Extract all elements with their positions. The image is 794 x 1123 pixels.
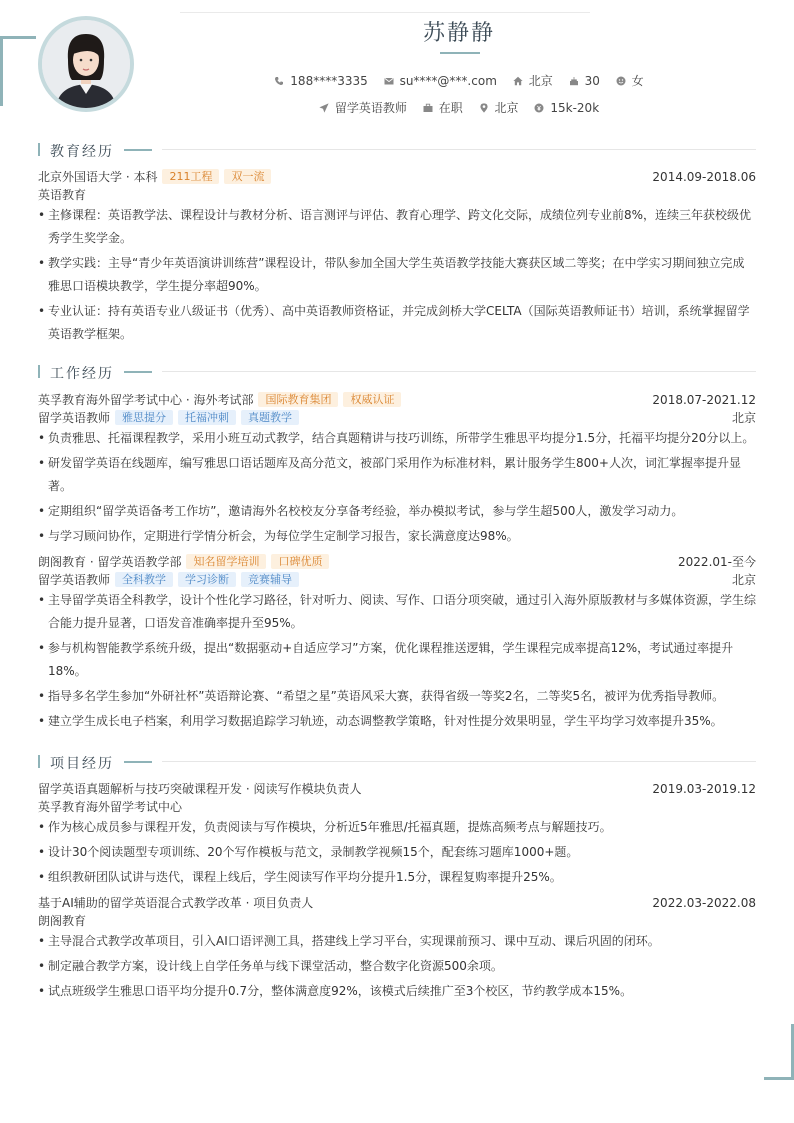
section-title-project (38, 753, 756, 771)
role-tag: 托福冲刺 (178, 410, 236, 425)
project-bullets (38, 930, 756, 1003)
send-icon (319, 103, 329, 113)
school-tag: 双一流 (224, 169, 271, 184)
work-role-row (38, 409, 756, 427)
salary-icon (534, 103, 544, 113)
work-bullets (38, 427, 756, 548)
work-entry-2 (38, 553, 756, 735)
project-org: 朗阁教育 (38, 914, 87, 928)
role-tag: 竞赛辅导 (241, 572, 299, 587)
company-name: 英孚教育海外留学考试中心 · 海外考试部 (38, 393, 254, 407)
role-tag: 学习诊断 (178, 572, 236, 587)
residence-text: 北京 (528, 74, 553, 88)
gender-icon (616, 76, 626, 86)
school-tag: 211工程 (162, 169, 219, 184)
work-bullets (38, 589, 756, 733)
work-header (38, 553, 756, 571)
corner-decoration-bottom-right (764, 1024, 794, 1080)
role-tag: 雅思提分 (115, 410, 173, 425)
list-item: • 指导多名学生参加“外研社杯”英语辩论赛、“希望之星”英语风采大赛，获得省级一等奖2名，二等奖5名，被评为优秀指导教师。 (38, 685, 756, 708)
project-org: 英孚教育海外留学考试中心 (38, 800, 183, 814)
contact-residence (513, 72, 553, 89)
section-title-text: 工作经历 (50, 366, 114, 382)
location-icon (479, 103, 489, 113)
list-item: • 参与机构智能教学系统升级，提出“数据驱动+自适应学习”方案，优化课程推送逻辑，学生课程完成率提高12%，考试通过率提升18%。 (38, 637, 756, 683)
contact-email (384, 74, 497, 88)
company-tag: 口碑优质 (271, 554, 329, 569)
contact-gender (616, 72, 644, 89)
section-title-text: 项目经历 (50, 756, 114, 772)
list-item: • 与学习顾问协作，定期进行学情分析会，为每位学生定制学习报告，家长满意度达98%。 (38, 525, 756, 548)
intent-salary-text: 15k-20k (550, 101, 600, 115)
project-header (38, 894, 756, 912)
education-bullets (38, 204, 756, 346)
project-title: 基于AI辅助的留学英语混合式教学改革 · 项目负责人 (38, 896, 314, 910)
work-date: 2018.07-2021.12 (652, 393, 756, 407)
mail-icon (384, 76, 394, 86)
role-tag: 真题教学 (241, 410, 299, 425)
name-underline (440, 52, 480, 54)
gender-text: 女 (631, 74, 644, 88)
intent-status (423, 99, 463, 116)
section-title-education (38, 141, 756, 159)
project-entry-1 (38, 780, 756, 891)
phone-text: 188****3335 (290, 74, 368, 88)
section-title-text: 教育经历 (50, 144, 114, 160)
intent-salary (534, 101, 599, 115)
project-date: 2019.03-2019.12 (652, 782, 756, 796)
list-item: • 建立学生成长电子档案，利用学习数据追踪学习轨迹，动态调整教学策略，针对性提分效果明显，学生平均学习效率提升35%。 (38, 710, 756, 733)
list-item: • 主导混合式教学改革项目，引入AI口语评测工具，搭建线上学习平台，实现课前预习、课中互动、课后巩固的闭环。 (38, 930, 756, 953)
phone-icon (274, 76, 284, 86)
job-role: 留学英语教师 (38, 411, 111, 425)
education-date: 2014.09-2018.06 (652, 170, 756, 184)
intent-city-text: 北京 (494, 101, 519, 115)
education-block (38, 168, 756, 348)
education-major: 英语教育 (38, 188, 87, 202)
intent-city (479, 99, 519, 116)
company-name: 朗阁教育 · 留学英语教学部 (38, 555, 182, 569)
company-tag: 国际教育集团 (258, 392, 338, 407)
education-header (38, 168, 756, 186)
list-item: • 负责雅思、托福课程教学，采用小班互动式教学，结合真题精讲与技巧训练，所带学生雅思平均提分1.5分，托福平均提分20分以上。 (38, 427, 756, 450)
list-item: • 主导留学英语全科教学，设计个性化学习路径，针对听力、阅读、写作、口语分项突破，通过引入海外原版教材与多媒体资源，学生综合能力提升显著，口语发音准确率提升至95%。 (38, 589, 756, 635)
list-item: • 组织教研团队试讲与迭代，课程上线后，学生阅读写作平均分提升1.5分，课程复购率提升25%。 (38, 866, 756, 889)
briefcase-icon (423, 103, 433, 113)
project-date: 2022.03-2022.08 (652, 896, 756, 910)
list-item: • 定期组织“留学英语备考工作坊”，邀请海外名校校友分享备考经验，举办模拟考试，参与学生超500人，激发学习动力。 (38, 500, 756, 523)
role-tag: 全科教学 (115, 572, 173, 587)
work-city: 北京 (731, 411, 756, 425)
company-tag: 权威认证 (343, 392, 401, 407)
cake-icon (569, 76, 579, 86)
project-bullets (38, 816, 756, 889)
header-top-rule (180, 12, 590, 13)
work-date: 2022.01-至今 (678, 555, 756, 569)
age-text: 30 (584, 74, 600, 88)
list-item: • 主修课程：英语教学法、课程设计与教材分析、语言测评与评估、教育心理学、跨文化交际，成绩位列专业前8%，连续三年获校级优秀学生奖学金。 (38, 204, 756, 250)
list-item: • 试点班级学生雅思口语平均分提升0.7分，整体满意度92%，该模式后续推广至3个校区，节约教学成本15%。 (38, 980, 756, 1003)
list-item: • 专业认证：持有英语专业八级证书（优秀）、高中英语教师资格证，并完成剑桥大学CELTA（国际英语教师证书）培训，系统掌握留学英语教学框架。 (38, 300, 756, 346)
job-intent-row (150, 99, 768, 116)
list-item: • 研发留学英语在线题库，编写雅思口语话题库及高分范文，被部门采用作为标准材料，累计服务学生800+人次，词汇掌握率提升显著。 (38, 452, 756, 498)
school-name: 北京外国语大学 · 本科 (38, 170, 158, 184)
intent-status-text: 在职 (438, 101, 463, 115)
contact-age (569, 74, 600, 88)
list-item: • 教学实践：主导“青少年英语演讲训练营”课程设计，带队参加全国大学生英语教学技能大赛获区域二等奖；在中学实习期间独立完成雅思口语模块教学，学生提分率超90%。 (38, 252, 756, 298)
contact-phone (274, 74, 367, 88)
list-item: • 制定融合教学方案，设计线上自学任务单与线下课堂活动，整合数字化资源500余项。 (38, 955, 756, 978)
work-entry-1 (38, 391, 756, 550)
candidate-name: 苏静静 (422, 21, 495, 46)
project-header (38, 780, 756, 798)
list-item: • 作为核心成员参与课程开发，负责阅读与写作模块，分析近5年雅思/托福真题，提炼高频考点与解题技巧。 (38, 816, 756, 839)
intent-position (319, 99, 407, 116)
intent-position-text: 留学英语教师 (334, 101, 407, 115)
company-tag: 知名留学培训 (186, 554, 266, 569)
list-item: • 设计30个阅读题型专项训练、20个写作模板与范文，录制教学视频15个，配套练习题库1000+题。 (38, 841, 756, 864)
job-role: 留学英语教师 (38, 573, 111, 587)
work-role-row (38, 571, 756, 589)
email-text: su****@***.com (399, 74, 497, 88)
project-title: 留学英语真题解析与技巧突破课程开发 · 阅读写作模块负责人 (38, 782, 362, 796)
section-title-work (38, 363, 756, 381)
home-icon (513, 76, 523, 86)
contact-info-row (150, 72, 768, 89)
project-entry-2 (38, 894, 756, 1005)
work-city: 北京 (731, 573, 756, 587)
work-header (38, 391, 756, 409)
